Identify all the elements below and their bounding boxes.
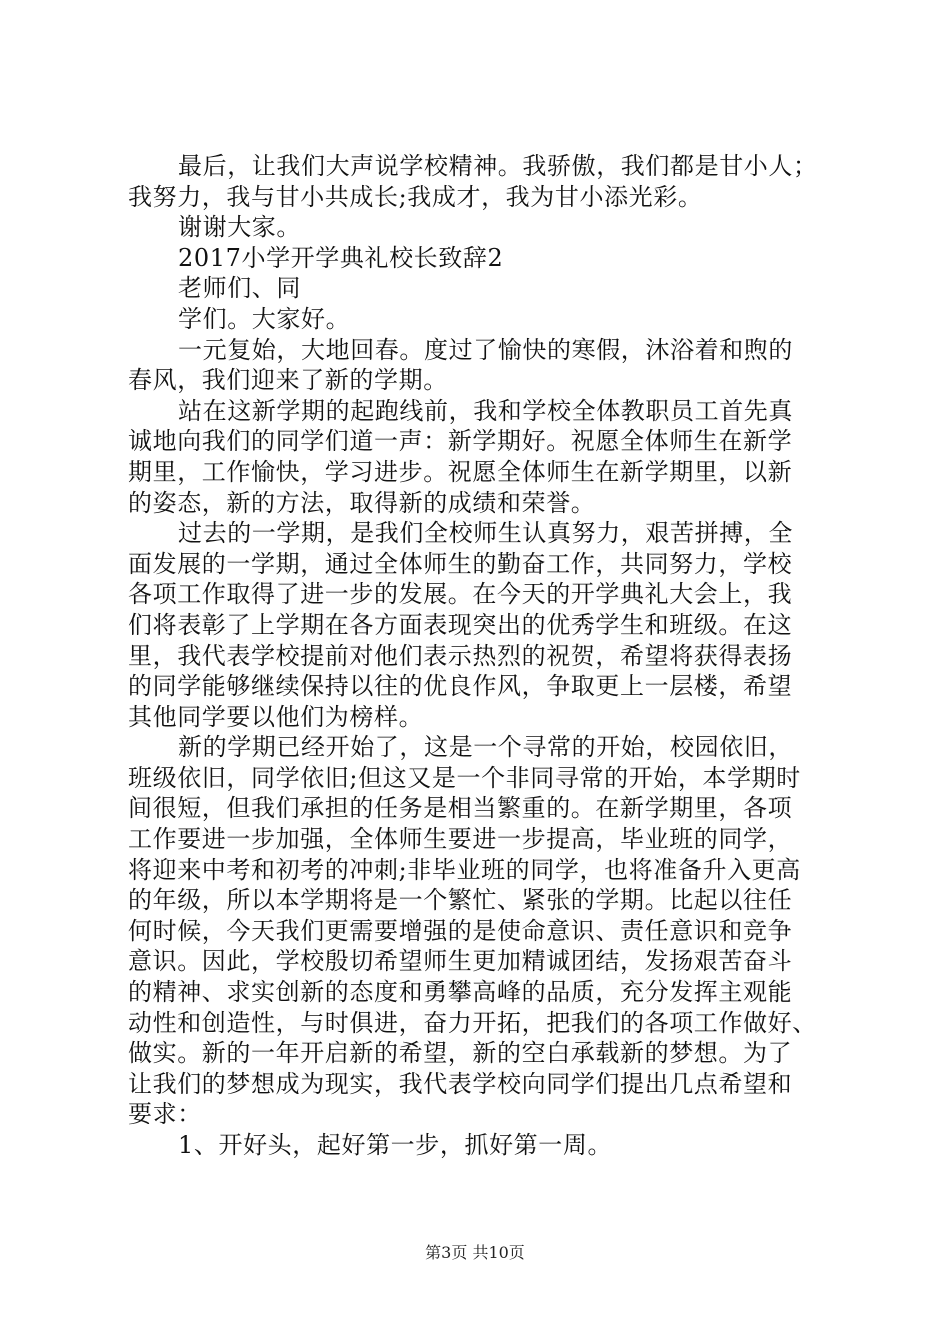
text-line: 要求： xyxy=(128,1100,202,1129)
text-line: 工作要进一步加强，全体师生要进一步提高，毕业班的同学， xyxy=(128,825,793,854)
document-body xyxy=(128,151,833,1161)
text-line: 诚地向我们的同学们道一声：新学期好。祝愿全体师生在新学 xyxy=(128,427,793,456)
text-line: 其他同学要以他们为榜样。 xyxy=(128,702,424,731)
text-line: 的年级，所以本学期将是一个繁忙、紧张的学期。比起以往任 xyxy=(128,886,793,915)
text-line: 站在这新学期的起跑线前，我和学校全体教职员工首先真 xyxy=(178,396,793,425)
text-line: 2017小学开学典礼校长致辞2 xyxy=(178,243,504,272)
text-line: 做实。新的一年开启新的希望，新的空白承载新的梦想。为了 xyxy=(128,1039,793,1068)
text-line: 何时候，今天我们更需要增强的是使命意识、责任意识和竞争 xyxy=(128,916,793,945)
text-line: 的精神、求实创新的态度和勇攀高峰的品质，充分发挥主观能 xyxy=(128,978,793,1007)
text-line: 老师们、同 xyxy=(178,274,301,303)
text-line: 的同学能够继续保持以往的优良作风，争取更上一层楼，希望 xyxy=(128,672,793,701)
text-line: 面发展的一学期，通过全体师生的勤奋工作，共同努力，学校 xyxy=(128,549,793,578)
text-line: 学们。大家好。 xyxy=(178,304,351,333)
text-line: 意识。因此，学校殷切希望师生更加精诚团结，发扬艰苦奋斗 xyxy=(128,947,793,976)
text-line: 各项工作取得了进一步的发展。在今天的开学典礼大会上，我 xyxy=(128,580,793,609)
text-line: 将迎来中考和初考的冲刺;非毕业班的同学，也将准备升入更高 xyxy=(128,855,801,884)
text-line: 最后，让我们大声说学校精神。我骄傲，我们都是甘小人； xyxy=(178,152,818,180)
text-line: 的姿态，新的方法，取得新的成绩和荣誉。 xyxy=(128,488,596,517)
page-footer: 第3页 共10页 xyxy=(425,1243,525,1262)
text-line: 谢谢大家。 xyxy=(178,213,301,242)
text-line: 春风，我们迎来了新的学期。 xyxy=(128,366,448,395)
text-line: 1、开好头，起好第一步，抓好第一周。 xyxy=(178,1131,613,1159)
text-line: 间很短，但我们承担的任务是相当繁重的。在新学期里，各项 xyxy=(128,794,793,823)
text-line: 新的学期已经开始了，这是一个寻常的开始，校园依旧， xyxy=(178,733,793,762)
text-line: 让我们的梦想成为现实，我代表学校向同学们提出几点希望和 xyxy=(128,1069,793,1098)
text-line: 一元复始，大地回春。度过了愉快的寒假，沐浴着和煦的 xyxy=(178,335,793,364)
text-line: 我努力，我与甘小共成长;我成才，我为甘小添光彩。 xyxy=(128,182,703,211)
text-line: 班级依旧，同学依旧;但这又是一个非同寻常的开始，本学期时 xyxy=(128,763,801,792)
text-line: 们将表彰了上学期在各方面表现突出的优秀学生和班级。在这 xyxy=(128,610,793,639)
text-line: 里，我代表学校提前对他们表示热烈的祝贺，希望将获得表扬 xyxy=(128,641,793,670)
text-line: 期里，工作愉快，学习进步。祝愿全体师生在新学期里，以新 xyxy=(128,457,793,486)
text-line: 过去的一学期，是我们全校师生认真努力，艰苦拼搏，全 xyxy=(178,519,793,548)
text-line: 动性和创造性，与时俱进，奋力开拓，把我们的各项工作做好、 xyxy=(128,1008,817,1037)
